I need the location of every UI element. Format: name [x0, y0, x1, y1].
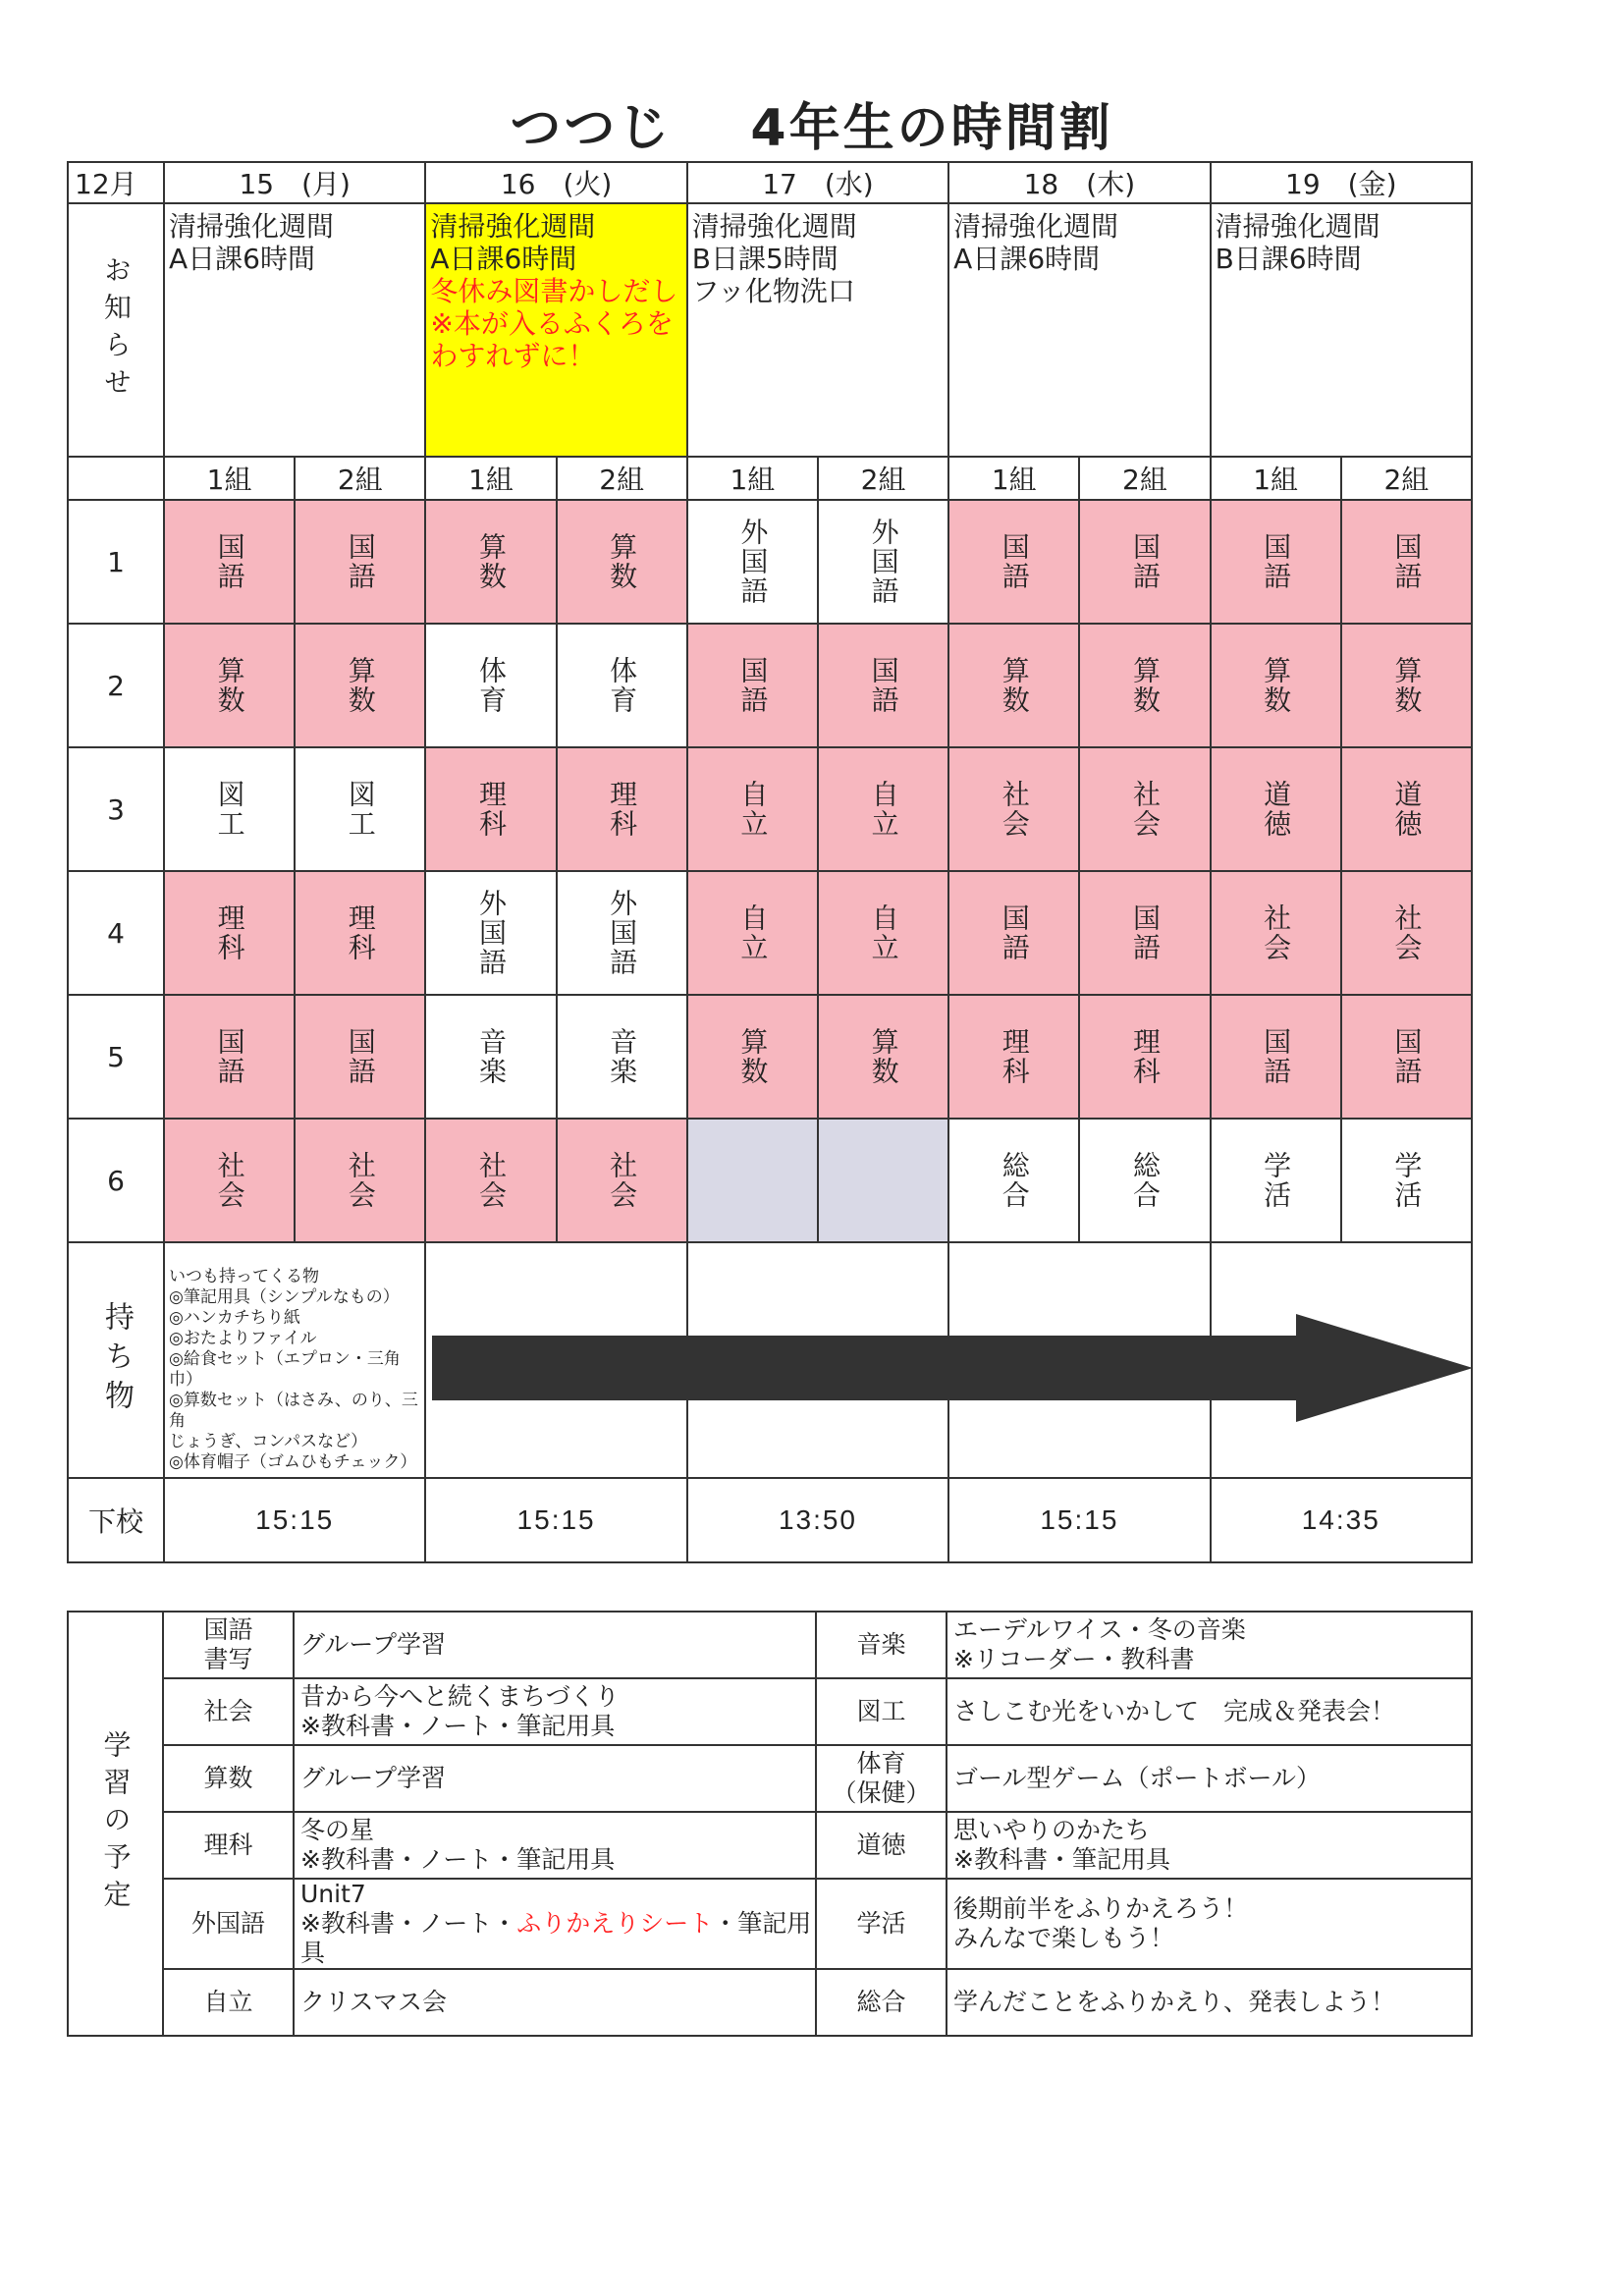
class-cell	[687, 500, 818, 624]
dismissal-time: 15:15	[164, 1478, 425, 1562]
subject-label: 外国語	[606, 889, 639, 977]
class-cell	[1211, 871, 1341, 995]
class-name: つつじ	[510, 99, 673, 158]
schedule-subject: 算数	[163, 1745, 294, 1812]
dismissal-time: 14:35	[1211, 1478, 1472, 1562]
class-cell	[1211, 995, 1341, 1119]
class-cell	[164, 500, 295, 624]
subject-label: 算数	[998, 656, 1031, 715]
subject-label: 算数	[344, 656, 377, 715]
class-cell	[1341, 624, 1472, 747]
class-cell	[687, 624, 818, 747]
dismissal-time: 13:50	[687, 1478, 948, 1562]
schedule-description: 後期前半をふりかえろう！ みんなで楽しもう！	[947, 1879, 1472, 1969]
schedule-subject: 理科	[163, 1812, 294, 1879]
class-cell	[425, 1119, 556, 1242]
period-rows	[68, 500, 1472, 1242]
period-row	[68, 871, 1472, 995]
schedule-description: Unit7 ※教科書・ノート・ふりかえりシート・筆記用具	[294, 1879, 816, 1969]
learning-schedule	[67, 1611, 1473, 2037]
class-cell	[295, 747, 425, 871]
period-row	[68, 995, 1472, 1119]
subject-label: 自立	[867, 780, 900, 839]
class-cell	[1079, 624, 1210, 747]
subject-label: 体育	[474, 656, 508, 715]
subject-label: 国語	[1390, 1027, 1424, 1086]
class-cell	[687, 995, 818, 1119]
class-cell	[1079, 1119, 1210, 1242]
notice-cell: 清掃強化週間 A日課6時間	[164, 203, 425, 457]
group-1-header: 1組	[687, 457, 818, 500]
class-cell	[818, 995, 948, 1119]
blank-cell	[68, 457, 164, 500]
class-cell	[948, 871, 1079, 995]
class-cell	[425, 995, 556, 1119]
class-cell	[1211, 747, 1341, 871]
subject-label: 国語	[1260, 532, 1293, 591]
group-header-row	[68, 457, 1472, 500]
class-cell	[948, 747, 1079, 871]
class-cell	[1079, 747, 1210, 871]
dismissal-time: 15:15	[425, 1478, 686, 1562]
subject-label: 総合	[998, 1151, 1031, 1210]
schedule-row	[68, 1879, 1472, 1969]
subject-label: 理科	[606, 780, 639, 839]
dismissal-label: 下校	[68, 1478, 164, 1562]
items-list: いつも持ってくる物 ◎筆記用具（シンプルなもの） ◎ハンカチちり紙 ◎おたよりファイル ◎給食セット（エプロン・三角巾） ◎算数セット（はさみ、のり、三角 じょうぎ、コンパスなど） ◎体育帽子（ゴムひもチェック）	[164, 1242, 425, 1478]
class-cell	[295, 500, 425, 624]
items-label: 持ち物	[68, 1242, 164, 1478]
schedule-subject: 外国語	[163, 1879, 294, 1969]
class-cell	[1341, 747, 1472, 871]
subject-label: 国語	[344, 532, 377, 591]
notice-row	[68, 203, 1472, 457]
class-cell	[687, 871, 818, 995]
schedule-description: ゴール型ゲーム（ポートボール）	[947, 1745, 1472, 1812]
class-cell	[164, 624, 295, 747]
subject-label: 算数	[1260, 656, 1293, 715]
subject-label: 社会	[606, 1151, 639, 1210]
subject-label: 道徳	[1260, 780, 1293, 839]
class-cell	[1079, 995, 1210, 1119]
subject-label: 算数	[474, 532, 508, 591]
subject-label: 国語	[344, 1027, 377, 1086]
schedule-description: エーデルワイス・冬の音楽 ※リコーダー・教科書	[947, 1612, 1472, 1678]
subject-label: 国語	[998, 903, 1031, 962]
schedule-row	[68, 1678, 1472, 1745]
class-cell	[1341, 995, 1472, 1119]
subject-label: 道徳	[1390, 780, 1424, 839]
schedule-description: グループ学習	[294, 1612, 816, 1678]
subject-label: 算数	[606, 532, 639, 591]
schedule-subject: 社会	[163, 1678, 294, 1745]
subject-label: 社会	[1260, 903, 1293, 962]
class-cell	[425, 500, 556, 624]
period-number: 4	[68, 871, 164, 995]
class-cell	[425, 747, 556, 871]
subject-label: 算数	[736, 1027, 770, 1086]
subject-label: 国語	[736, 656, 770, 715]
month-cell: 12月	[68, 162, 164, 203]
group-2-header: 2組	[818, 457, 948, 500]
schedule-row	[68, 1812, 1472, 1879]
class-cell	[818, 624, 948, 747]
subject-label: 国語	[998, 532, 1031, 591]
subject-label: 社会	[344, 1151, 377, 1210]
subject-label: 国語	[1128, 532, 1162, 591]
page-title	[0, 86, 1623, 160]
class-cell	[557, 995, 687, 1119]
subject-label: 図工	[213, 780, 246, 839]
class-cell	[295, 624, 425, 747]
subject-label: 国語	[213, 1027, 246, 1086]
class-cell	[687, 747, 818, 871]
class-cell	[1211, 1119, 1341, 1242]
schedule-row	[68, 1745, 1472, 1812]
dismissal-time: 15:15	[948, 1478, 1210, 1562]
class-cell	[164, 747, 295, 871]
class-cell	[557, 500, 687, 624]
schedule-subject: 学活	[816, 1879, 947, 1969]
subject-label: 国語	[213, 532, 246, 591]
notice-cell: 清掃強化週間 B日課5時間 フッ化物洗口	[687, 203, 948, 457]
group-2-header: 2組	[557, 457, 687, 500]
day-header: 15 (月)	[164, 162, 425, 203]
class-cell	[687, 1119, 818, 1242]
schedule-subject: 国語 書写	[163, 1612, 294, 1678]
subject-label: 算数	[1390, 656, 1424, 715]
subject-label: 国語	[1260, 1027, 1293, 1086]
group-1-header: 1組	[948, 457, 1079, 500]
dismissal-row	[68, 1478, 1472, 1562]
group-2-header: 2組	[1079, 457, 1210, 500]
group-2-header: 2組	[295, 457, 425, 500]
subject-label: 算数	[1128, 656, 1162, 715]
subject-label: 体育	[606, 656, 639, 715]
subject-label: 図工	[344, 780, 377, 839]
subject-label: 社会	[474, 1151, 508, 1210]
subject-label: 社会	[1390, 903, 1424, 962]
class-cell	[1211, 624, 1341, 747]
notice-cell: 清掃強化週間 B日課6時間	[1211, 203, 1472, 457]
subject-label: 国語	[1128, 903, 1162, 962]
class-cell	[948, 995, 1079, 1119]
subject-label: 社会	[1128, 780, 1162, 839]
subject-label: 理科	[998, 1027, 1031, 1086]
notice-label: お知らせ	[68, 203, 164, 457]
subject-label: 算数	[213, 656, 246, 715]
period-row	[68, 747, 1472, 871]
class-cell	[1211, 500, 1341, 624]
schedule-description: さしこむ光をいかして 完成＆発表会！	[947, 1678, 1472, 1745]
class-cell	[1341, 500, 1472, 624]
schedule-description: 冬の星 ※教科書・ノート・筆記用具	[294, 1812, 816, 1879]
schedule-label: 学習の予定	[68, 1612, 163, 2036]
subject-label: 音楽	[474, 1027, 508, 1086]
subject-label: 理科	[344, 903, 377, 962]
class-cell	[818, 747, 948, 871]
class-cell	[818, 1119, 948, 1242]
schedule-description: 思いやりのかたち ※教科書・筆記用具	[947, 1812, 1472, 1879]
subject-label: 自立	[867, 903, 900, 962]
class-cell	[557, 747, 687, 871]
schedule-subject: 総合	[816, 1969, 947, 2036]
schedule-row	[68, 1612, 1472, 1678]
class-cell	[164, 995, 295, 1119]
subject-label: 外国語	[474, 889, 508, 977]
class-cell	[818, 500, 948, 624]
period-number: 6	[68, 1119, 164, 1242]
class-cell	[557, 624, 687, 747]
class-cell	[1079, 871, 1210, 995]
schedule-subject: 音楽	[816, 1612, 947, 1678]
class-cell	[948, 500, 1079, 624]
day-header: 17 (水)	[687, 162, 948, 203]
group-1-header: 1組	[164, 457, 295, 500]
class-cell	[948, 624, 1079, 747]
subject-label: 学活	[1260, 1151, 1293, 1210]
group-1-header: 1組	[1211, 457, 1341, 500]
subject-label: 算数	[867, 1027, 900, 1086]
subject-label: 理科	[474, 780, 508, 839]
schedule-subject: 体育 （保健）	[816, 1745, 947, 1812]
subject-label: 自立	[736, 903, 770, 962]
class-cell	[1079, 500, 1210, 624]
subject-label: 音楽	[606, 1027, 639, 1086]
class-cell	[1341, 871, 1472, 995]
class-cell	[164, 1119, 295, 1242]
group-1-header: 1組	[425, 457, 556, 500]
schedule-description: クリスマス会	[294, 1969, 816, 2036]
subject-label: 学活	[1390, 1151, 1424, 1210]
class-cell	[295, 995, 425, 1119]
schedule-description: 昔から今へと続くまちづくり ※教科書・ノート・筆記用具	[294, 1678, 816, 1745]
subject-label: 総合	[1128, 1151, 1162, 1210]
notice-cell-highlight: 清掃強化週間 A日課6時間 冬休み図書かしだし ※本が入るふくろを わすれずに！	[425, 203, 686, 457]
period-row	[68, 500, 1472, 624]
schedule-description: グループ学習	[294, 1745, 816, 1812]
period-row	[68, 1119, 1472, 1242]
class-cell	[295, 871, 425, 995]
schedule-subject: 道徳	[816, 1812, 947, 1879]
period-number: 5	[68, 995, 164, 1119]
subject-label: 国語	[867, 656, 900, 715]
schedule-description: 学んだことをふりかえり、発表しよう！	[947, 1969, 1472, 2036]
day-header: 19 (金)	[1211, 162, 1472, 203]
group-2-header: 2組	[1341, 457, 1472, 500]
class-cell	[818, 871, 948, 995]
subject-label: 社会	[998, 780, 1031, 839]
grade-title: 4年生の時間割	[750, 99, 1113, 158]
period-number: 1	[68, 500, 164, 624]
class-cell	[425, 871, 556, 995]
day-header: 18 (木)	[948, 162, 1210, 203]
subject-label: 理科	[1128, 1027, 1162, 1086]
subject-label: 外国語	[736, 518, 770, 606]
class-cell	[425, 624, 556, 747]
notice-cell: 清掃強化週間 A日課6時間	[948, 203, 1210, 457]
class-cell	[557, 871, 687, 995]
period-number: 3	[68, 747, 164, 871]
day-header: 16 (火)	[425, 162, 686, 203]
schedule-row	[68, 1969, 1472, 2036]
period-row	[68, 624, 1472, 747]
class-cell	[948, 1119, 1079, 1242]
subject-label: 社会	[213, 1151, 246, 1210]
class-cell	[295, 1119, 425, 1242]
right-arrow-icon	[432, 1314, 1473, 1422]
class-cell	[1341, 1119, 1472, 1242]
subject-label: 国語	[1390, 532, 1424, 591]
subject-label: 自立	[736, 780, 770, 839]
subject-label: 外国語	[867, 518, 900, 606]
schedule-subject: 図工	[816, 1678, 947, 1745]
schedule-subject: 自立	[163, 1969, 294, 2036]
date-header-row	[68, 162, 1472, 203]
subject-label: 理科	[213, 903, 246, 962]
class-cell	[557, 1119, 687, 1242]
class-cell	[164, 871, 295, 995]
period-number: 2	[68, 624, 164, 747]
